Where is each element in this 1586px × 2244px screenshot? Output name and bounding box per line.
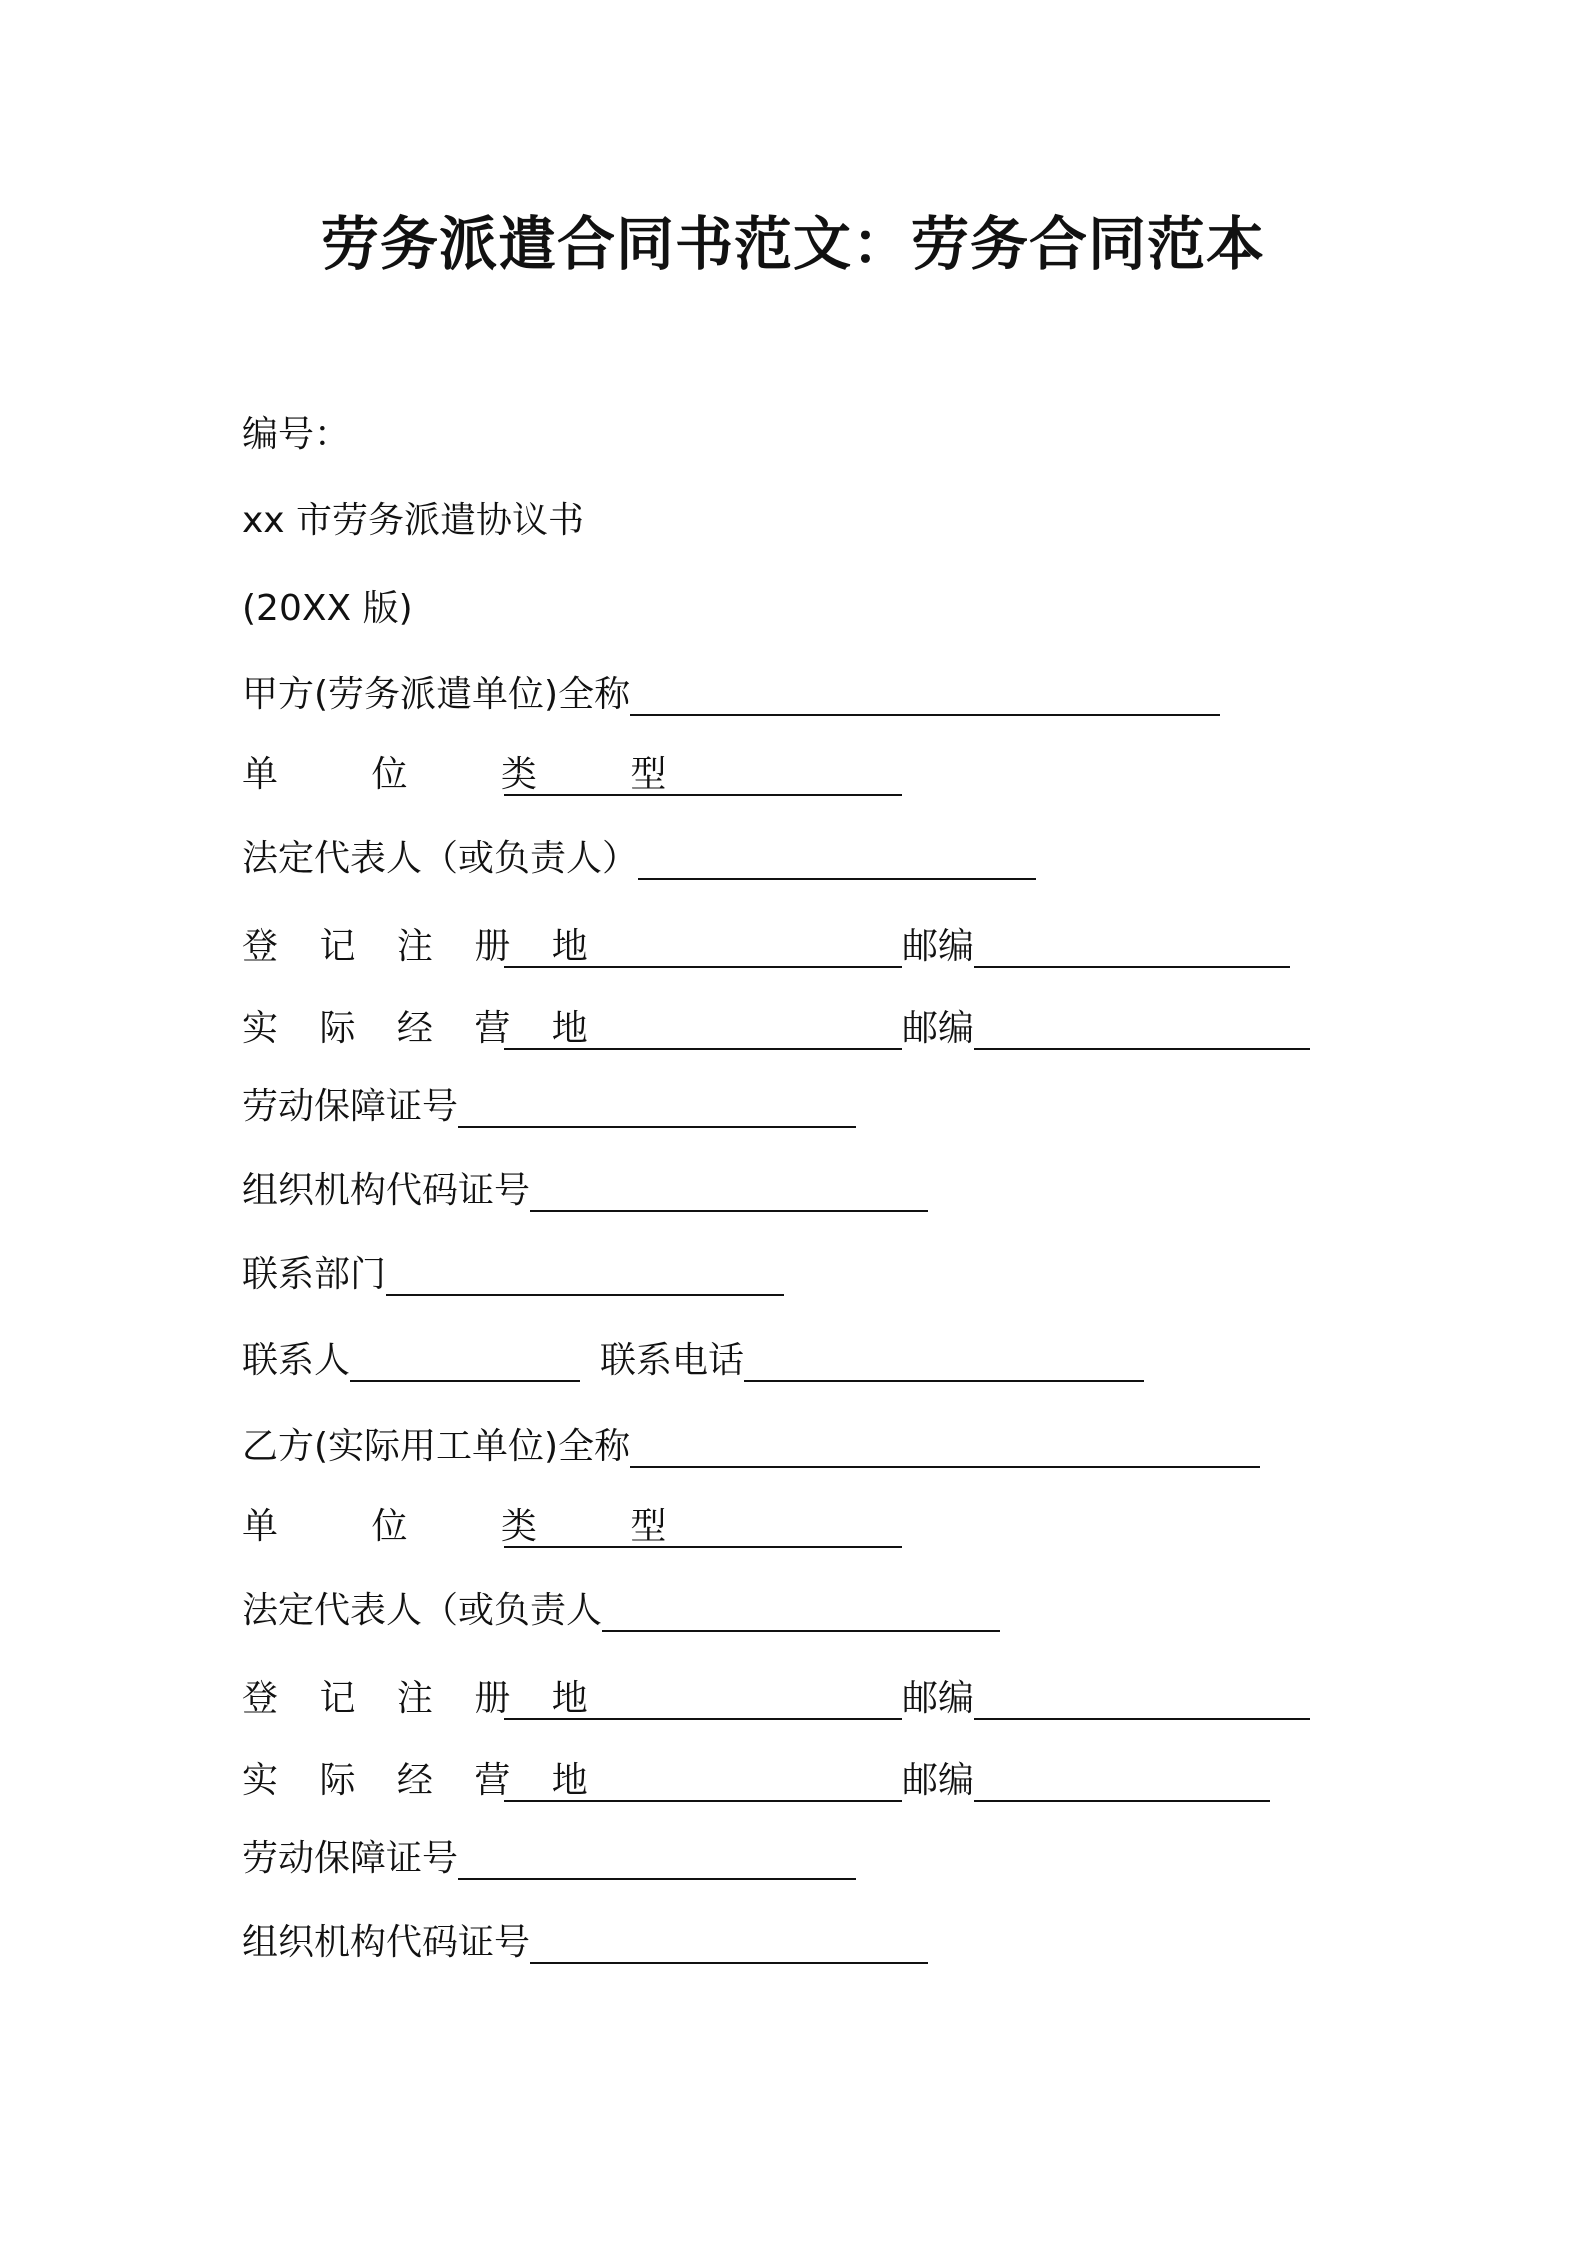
party-a-full-name-line: [242, 670, 1220, 720]
party-a-business-address-line: [242, 1004, 1310, 1054]
party-b-org-code-line: [242, 1918, 928, 1968]
party-b-business-zip-label: 邮编: [902, 1760, 975, 1801]
party-b-registered-address-label: 登 记 注 册 地: [242, 1678, 603, 1719]
party-a-labor-cert-blank[interactable]: [458, 1086, 856, 1128]
party-a-full-name-label: 甲方(劳务派遣单位)全称: [242, 674, 631, 715]
party-b-registered-address-blank[interactable]: [504, 1678, 902, 1720]
party-a-contact-line: [242, 1336, 1144, 1386]
document-title: 劳务派遣合同书范文：劳务合同范本: [320, 210, 1265, 278]
party-b-org-code-blank[interactable]: [530, 1922, 928, 1964]
party-b-unit-type-label: 单 位 类 型: [242, 1506, 708, 1547]
party-b-labor-cert-blank[interactable]: [458, 1838, 856, 1880]
agreement-name: xx 市劳务派遣协议书: [242, 500, 585, 541]
party-a-business-address-blank[interactable]: [504, 1008, 902, 1050]
party-b-business-address-blank[interactable]: [504, 1760, 902, 1802]
party-a-contact-phone-blank[interactable]: [744, 1340, 1144, 1382]
party-a-legal-rep-line: [242, 834, 1036, 884]
party-b-unit-type-line: [242, 1502, 902, 1552]
party-a-business-zip-label: 邮编: [902, 1008, 975, 1049]
party-b-business-zip-blank[interactable]: [974, 1760, 1270, 1802]
party-a-contact-person-label: 联系人: [242, 1340, 351, 1381]
party-b-labor-cert-label: 劳动保障证号: [242, 1838, 459, 1879]
agreement-name-line: [242, 496, 584, 546]
party-b-unit-type-blank[interactable]: [504, 1506, 902, 1548]
party-b-business-address-label: 实 际 经 营 地: [242, 1760, 603, 1801]
party-a-org-code-label: 组织机构代码证号: [242, 1170, 531, 1211]
party-a-labor-cert-line: [242, 1082, 856, 1132]
party-a-labor-cert-label: 劳动保障证号: [242, 1086, 459, 1127]
party-a-registered-zip-label: 邮编: [902, 926, 975, 967]
party-b-registered-address-line: [242, 1674, 1310, 1724]
party-a-contact-person-blank[interactable]: [350, 1340, 580, 1382]
contract-number-label: 编号：: [242, 414, 351, 455]
party-a-org-code-line: [242, 1166, 928, 1216]
party-a-legal-rep-label: 法定代表人（或负责人）: [242, 838, 639, 879]
party-a-contact-phone-label: 联系电话: [600, 1340, 745, 1381]
party-b-registered-zip-blank[interactable]: [974, 1678, 1310, 1720]
party-a-contact-dept-blank[interactable]: [386, 1254, 784, 1296]
party-a-contact-dept-label: 联系部门: [242, 1254, 387, 1295]
party-a-business-address-label: 实 际 经 营 地: [242, 1008, 603, 1049]
party-a-registered-address-line: [242, 922, 1290, 972]
party-a-full-name-blank[interactable]: [630, 674, 1220, 716]
party-b-full-name-line: [242, 1422, 1260, 1472]
party-b-full-name-label: 乙方(实际用工单位)全称: [242, 1426, 631, 1467]
party-a-registered-address-label: 登 记 注 册 地: [242, 926, 603, 967]
party-b-full-name-blank[interactable]: [630, 1426, 1260, 1468]
party-b-business-address-line: [242, 1756, 1270, 1806]
party-a-org-code-blank[interactable]: [530, 1170, 928, 1212]
party-b-legal-rep-blank[interactable]: [602, 1590, 1000, 1632]
party-a-legal-rep-blank[interactable]: [638, 838, 1036, 880]
party-a-registered-address-blank[interactable]: [504, 926, 902, 968]
party-a-registered-zip-blank[interactable]: [974, 926, 1290, 968]
party-a-business-zip-blank[interactable]: [974, 1008, 1310, 1050]
edition-text: (20XX 版): [242, 588, 413, 629]
party-a-unit-type-line: [242, 750, 902, 800]
party-b-org-code-label: 组织机构代码证号: [242, 1922, 531, 1963]
edition-line: [242, 584, 413, 634]
party-a-contact-dept-line: [242, 1250, 784, 1300]
party-b-labor-cert-line: [242, 1834, 856, 1884]
party-b-legal-rep-label: 法定代表人（或负责人: [242, 1590, 603, 1631]
party-a-unit-type-label: 单 位 类 型: [242, 754, 708, 795]
contract-number-line: [242, 410, 350, 460]
party-b-registered-zip-label: 邮编: [902, 1678, 975, 1719]
party-a-unit-type-blank[interactable]: [504, 754, 902, 796]
party-b-legal-rep-line: [242, 1586, 1000, 1636]
